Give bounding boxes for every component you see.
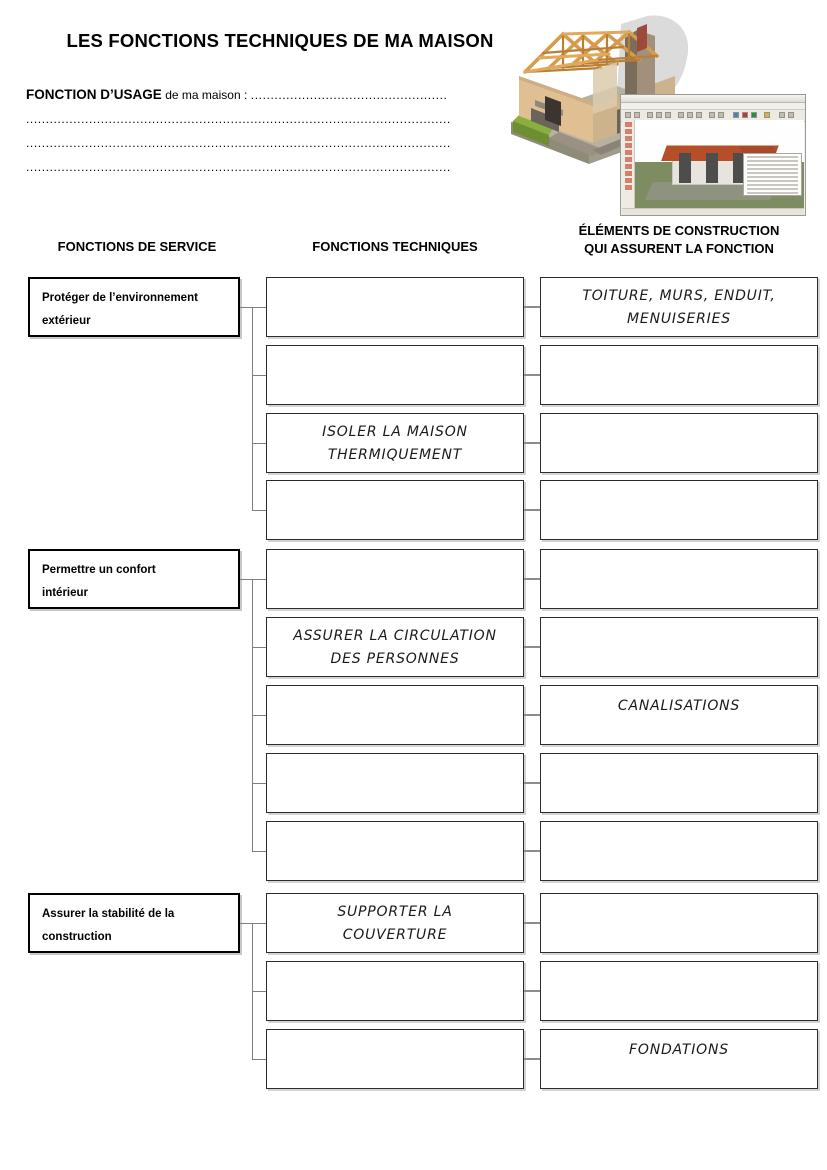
element-box-1-4-text [541,481,817,490]
element-box-3-2-text [541,962,817,971]
branch-connector-2-1 [252,579,266,580]
technique-box-2-2-text [267,618,523,671]
technique-box-1-2-text [267,346,523,355]
service-connector-2 [240,579,252,580]
element-box-2-4-text [541,754,817,763]
service-box-3[interactable] [28,893,240,953]
element-connector-3-2 [524,990,540,992]
element-connector-3-3 [524,1058,540,1060]
service-box-2[interactable] [28,549,240,609]
fonction-usage-sub: de ma maison : [165,88,248,102]
element-box-1-1-line1: TOITURE, MURS, ENDUIT, [582,288,776,304]
element-box-2-5-text [541,822,817,831]
technique-box-2-5-text [267,822,523,831]
technique-box-2-2-line1: ASSURER LA CIRCULATION [293,628,497,644]
technique-box-2-1-text [267,550,523,559]
element-connector-1-3 [524,442,540,444]
technique-box-2-3[interactable] [266,685,524,745]
element-connector-2-5 [524,850,540,852]
fonction-usage-blank-line-2[interactable]: ............................................................................................................ [26,136,451,150]
branch-connector-1-4 [252,510,266,511]
technique-box-3-1-line2: COUVERTURE [342,927,448,943]
technique-box-3-2-text [267,962,523,971]
element-connector-2-4 [524,782,540,784]
technique-box-2-2[interactable] [266,617,524,677]
technique-box-3-1-text [267,894,523,947]
element-connector-2-2 [524,646,540,648]
branch-connector-3-3 [252,1059,266,1060]
technique-box-3-3-text [267,1030,523,1039]
branch-connector-1-1 [252,307,266,308]
service-box-2-text [30,551,238,605]
technique-box-1-3-text [267,414,523,467]
element-box-1-2-text [541,346,817,355]
fonction-usage-blank-line-1[interactable]: ............................................................................................................ [26,112,451,126]
service-box-3-text [30,895,238,949]
element-box-2-4[interactable] [540,753,818,813]
technique-box-1-3-line1: ISOLER LA MAISON [322,424,468,440]
element-connector-2-1 [524,578,540,580]
service-box-1-line2: extérieur [42,315,91,327]
technique-box-2-3-text [267,686,523,695]
service-connector-3 [240,923,252,924]
service-box-1[interactable] [28,277,240,337]
element-box-2-5[interactable] [540,821,818,881]
branch-connector-3-1 [252,923,266,924]
technique-box-1-3[interactable] [266,413,524,473]
technique-box-3-3[interactable] [266,1029,524,1089]
element-box-1-1-text [541,278,817,331]
element-box-1-4[interactable] [540,480,818,540]
branch-connector-3-2 [252,991,266,992]
technique-box-1-1-text [267,278,523,287]
branch-connector-1-2 [252,375,266,376]
element-box-1-1[interactable] [540,277,818,337]
technique-box-2-4[interactable] [266,753,524,813]
branch-connector-2-5 [252,851,266,852]
technique-box-3-1-line1: SUPPORTER LA [337,904,453,920]
element-box-3-3[interactable] [540,1029,818,1089]
element-box-3-1-text [541,894,817,903]
column-header-line-2: QUI ASSURENT LA FONCTION [584,241,774,256]
technique-box-1-2[interactable] [266,345,524,405]
service-box-3-line1: Assurer la stabilité de la [42,908,175,920]
service-box-2-line2: intérieur [42,587,89,599]
element-connector-1-1 [524,306,540,308]
column-header-fonctions-techniques: FONCTIONS TECHNIQUES [312,239,478,254]
technique-box-1-4-text [267,481,523,490]
fonction-usage-label: FONCTION D’USAGE [26,87,162,102]
element-box-3-2[interactable] [540,961,818,1021]
technique-box-1-1[interactable] [266,277,524,337]
element-box-2-3-text: CANALISATIONS [617,698,741,714]
service-box-3-line2: construction [42,931,112,943]
service-connector-1 [240,307,252,308]
element-box-3-3-text: FONDATIONS [629,1042,729,1058]
element-box-1-3[interactable] [540,413,818,473]
technique-box-1-3-line2: THERMIQUEMENT [327,447,463,463]
element-box-1-2[interactable] [540,345,818,405]
column-header-line-1: ÉLÉMENTS DE CONSTRUCTION [578,223,780,238]
fonction-usage-dots-inline: .................................................. [250,88,448,102]
element-connector-1-2 [524,374,540,376]
service-box-2-line1: Permettre un confort [42,564,156,576]
branch-bus-1 [252,307,253,510]
branch-connector-2-2 [252,647,266,648]
element-connector-1-4 [524,509,540,511]
element-connector-2-3 [524,714,540,716]
service-box-1-text [30,279,238,333]
branch-connector-2-4 [252,783,266,784]
technique-box-2-4-text [267,754,523,763]
element-box-2-2-text [541,618,817,627]
service-box-1-line1: Protéger de l’environnement [42,292,198,304]
page-title: LES FONCTIONS TECHNIQUES DE MA MAISON [66,30,494,51]
element-box-2-1-text [541,550,817,559]
element-box-1-3-text [541,414,817,423]
element-box-3-1[interactable] [540,893,818,953]
branch-connector-1-3 [252,443,266,444]
element-box-2-1[interactable] [540,549,818,609]
technique-box-1-4[interactable] [266,480,524,540]
technique-box-2-2-line2: DES PERSONNES [330,651,460,667]
column-header-fonctions-de-service: FONCTIONS DE SERVICE [57,239,217,254]
technique-box-2-1[interactable] [266,549,524,609]
technique-box-3-1[interactable] [266,893,524,953]
element-box-1-1-line2: MENUISERIES [627,311,731,327]
technique-box-3-2[interactable] [266,961,524,1021]
fonction-usage-blank-line-3[interactable]: ............................................................................................................ [26,160,451,174]
element-connector-3-1 [524,922,540,924]
element-box-2-3[interactable] [540,685,818,745]
element-box-2-2[interactable] [540,617,818,677]
technique-box-2-5[interactable] [266,821,524,881]
branch-connector-2-3 [252,715,266,716]
